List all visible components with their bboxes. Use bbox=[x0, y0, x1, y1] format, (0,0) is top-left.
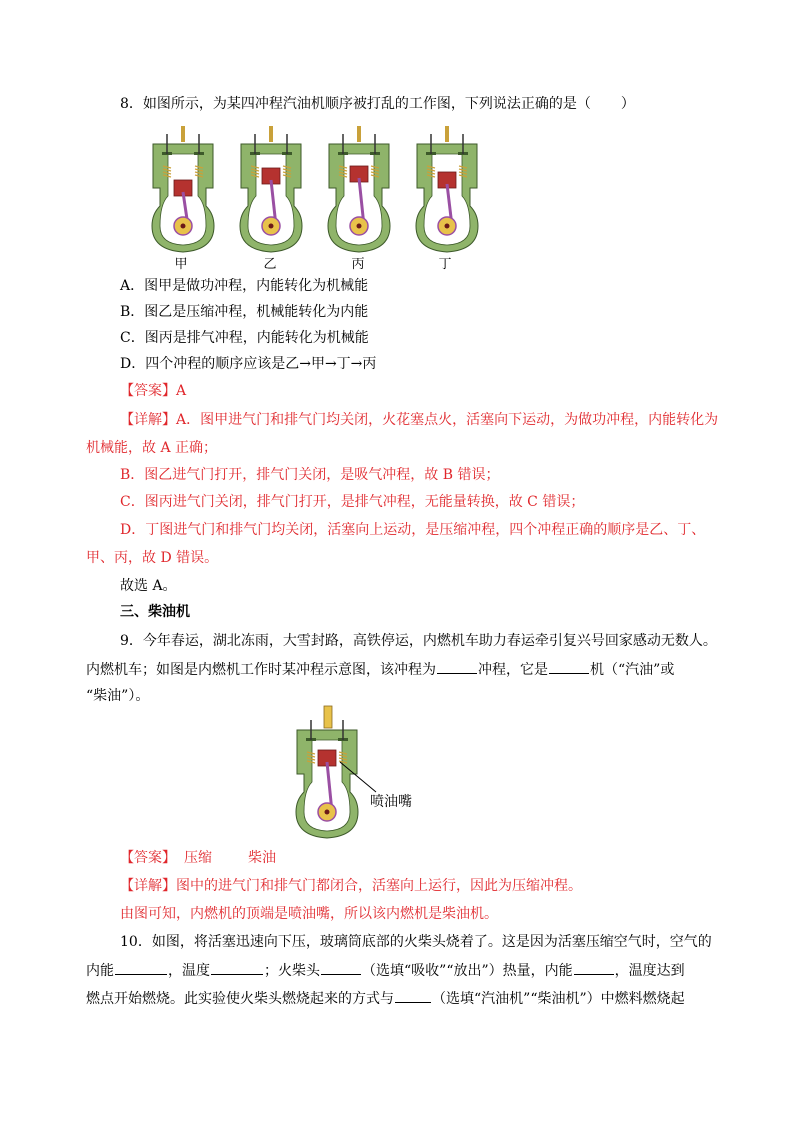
engine-label-jia: 甲 bbox=[174, 257, 188, 272]
diesel-engine-diagram bbox=[290, 706, 460, 846]
q9-blank-1[interactable] bbox=[437, 659, 477, 674]
q9-explain-1: 【详解】图中的进气门和排气门都闭合，活塞向上运行，因此为压缩冲程。 bbox=[120, 878, 582, 894]
q8-option-a: A．图甲是做功冲程，内能转化为机械能 bbox=[120, 278, 369, 294]
nozzle bbox=[324, 706, 332, 728]
q10-line2: 内能 ，温度 ；火柴头 （选填“吸收”“放出”）热量，内能 ，温度达到 bbox=[86, 960, 685, 981]
engine-diagrams bbox=[148, 120, 478, 260]
engine-ding-crank-pin bbox=[445, 224, 450, 229]
q8-option-d: D．四个冲程的顺序应该是乙→甲→丁→丙 bbox=[120, 356, 377, 372]
engine-bing-crank-pin bbox=[357, 224, 362, 229]
engine-yi-spark-plug bbox=[269, 126, 273, 142]
nozzle-label: 喷油嘴 bbox=[370, 794, 412, 810]
engine-label-bing: 丙 bbox=[351, 257, 365, 272]
engine-bing bbox=[328, 126, 390, 252]
q8-explain-line4: C．图丙进气门关闭，排气门打开，是排气冲程，无能量转换，故 C 错误； bbox=[120, 494, 585, 510]
q8-explain-line2: 机械能，故 A 正确； bbox=[86, 440, 218, 456]
section-title: 三、柴油机 bbox=[120, 604, 190, 620]
q10-line1: 10．如图，将活塞迅速向下压，玻璃筒底部的火柴头烧着了。这是因为活塞压缩空气时，空气的 bbox=[120, 934, 712, 950]
engine-bing-spark-plug bbox=[357, 126, 361, 142]
q9-line1: 9．今年春运，湖北冻雨，大雪封路，高铁停运，内燃机车助力春运牵引复兴号回家感动无数人。 bbox=[120, 633, 717, 649]
engine-diesel-crank-pin bbox=[325, 810, 330, 815]
q8-explain-line1: 【详解】A．图甲进气门和排气门均关闭，火花塞点火，活塞向下运动，为做功冲程，内能转化为 bbox=[120, 412, 719, 428]
q8-option-c: C．图丙是排气冲程，内能转化为机械能 bbox=[120, 330, 369, 346]
q10-blank-4[interactable] bbox=[574, 960, 614, 975]
q10-blank-3[interactable] bbox=[321, 960, 361, 975]
q8-option-b: B．图乙是压缩冲程，机械能转化为内能 bbox=[120, 304, 369, 320]
q8-explain-line5: D．丁图进气门和排气门均关闭，活塞向上运动，是压缩冲程，四个冲程正确的顺序是乙、丁、 bbox=[120, 522, 706, 538]
q9-explain-2: 由图可知，内燃机的顶端是喷油嘴，所以该内燃机是柴油机。 bbox=[120, 906, 498, 922]
engine-jia bbox=[152, 126, 214, 252]
q8-answer: 【答案】A bbox=[120, 383, 187, 399]
q10-blank-5[interactable] bbox=[395, 988, 431, 1003]
q8-explain-line6: 甲、丙，故 D 错误。 bbox=[86, 550, 219, 566]
q8-conclusion: 故选 A。 bbox=[120, 578, 177, 594]
q8-stem: 8．如图所示，为某四冲程汽油机顺序被打乱的工作图，下列说法正确的是（ ） bbox=[120, 96, 635, 112]
engine-label-yi: 乙 bbox=[263, 257, 277, 272]
q8-explain-line3: B．图乙进气门打开，排气门关闭，是吸气冲程，故 B 错误； bbox=[120, 467, 500, 483]
engine-jia-spark-plug bbox=[181, 126, 185, 142]
q9-line3: “柴油”）。 bbox=[86, 688, 150, 704]
engine-jia-crank-pin bbox=[181, 224, 186, 229]
engine-diesel bbox=[296, 720, 358, 838]
q9-answer: 【答案】 压缩 柴油 bbox=[120, 850, 276, 866]
engine-yi bbox=[240, 126, 302, 252]
q10-blank-2[interactable] bbox=[211, 960, 263, 975]
q10-line3: 燃点开始燃烧。此实验使火柴头燃烧起来的方式与 （选填“汽油机”“柴油机”）中燃料燃烧起 bbox=[86, 988, 685, 1009]
q9-blank-2[interactable] bbox=[549, 659, 589, 674]
q10-blank-1[interactable] bbox=[115, 960, 167, 975]
engine-label-ding: 丁 bbox=[438, 257, 452, 272]
engine-ding-spark-plug bbox=[445, 126, 449, 142]
engine-ding bbox=[416, 126, 478, 252]
engine-yi-crank-pin bbox=[269, 224, 274, 229]
q9-line2: 内燃机车；如图是内燃机工作时某冲程示意图，该冲程为 冲程，它是 机（“汽油”或 bbox=[86, 659, 674, 680]
